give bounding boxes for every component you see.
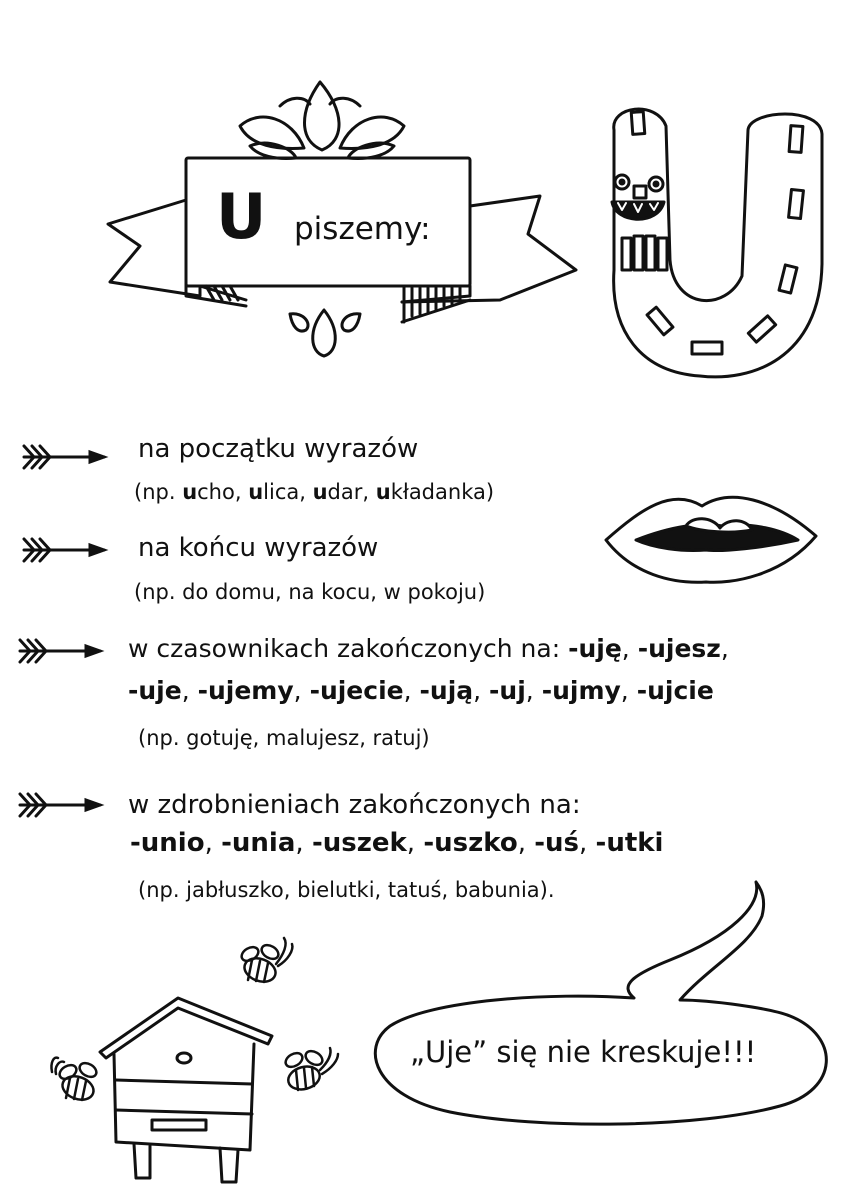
bee-icon bbox=[226, 934, 296, 994]
title-text: piszemy: bbox=[294, 211, 431, 247]
arrow-icon bbox=[14, 790, 104, 820]
lips-icon bbox=[602, 478, 822, 588]
rule-4-heading: w zdrobnieniach zakończonych na: bbox=[128, 790, 581, 820]
u-letter-road-icon bbox=[600, 90, 840, 390]
title-letter: U bbox=[216, 180, 267, 253]
bee-icon bbox=[44, 1052, 114, 1112]
rule-3-example: (np. gotuję, malujesz, ratuj) bbox=[138, 726, 430, 750]
rule-3-heading: w czasownikach zakończonych na: -uję, -ujesz, bbox=[128, 634, 729, 663]
arrow-icon bbox=[14, 636, 104, 666]
rule-4-suffix-line: -unio, -unia, -uszek, -uszko, -uś, -utki bbox=[130, 828, 664, 858]
rule-1-heading: na początku wyrazów bbox=[138, 434, 419, 464]
rule-2-heading: na końcu wyrazów bbox=[138, 533, 379, 563]
rule-4-example: (np. jabłuszko, bielutki, tatuś, babunia). bbox=[138, 878, 555, 902]
speech-bubble-icon bbox=[370, 876, 850, 1136]
speech-bubble-text: „Uje” się nie kreskuje!!! bbox=[410, 1035, 757, 1069]
arrow-icon bbox=[18, 535, 108, 565]
rule-1-example: (np. ucho, ulica, udar, układanka) bbox=[134, 480, 495, 504]
arrow-icon bbox=[18, 442, 108, 472]
rule-2-example: (np. do domu, na kocu, w pokoju) bbox=[134, 580, 486, 604]
bee-icon bbox=[272, 1040, 342, 1100]
beehive-icon bbox=[94, 992, 294, 1192]
rule-3-suffix-line: -uje, -ujemy, -ujecie, -ują, -uj, -ujmy, -ujcie bbox=[128, 676, 714, 705]
